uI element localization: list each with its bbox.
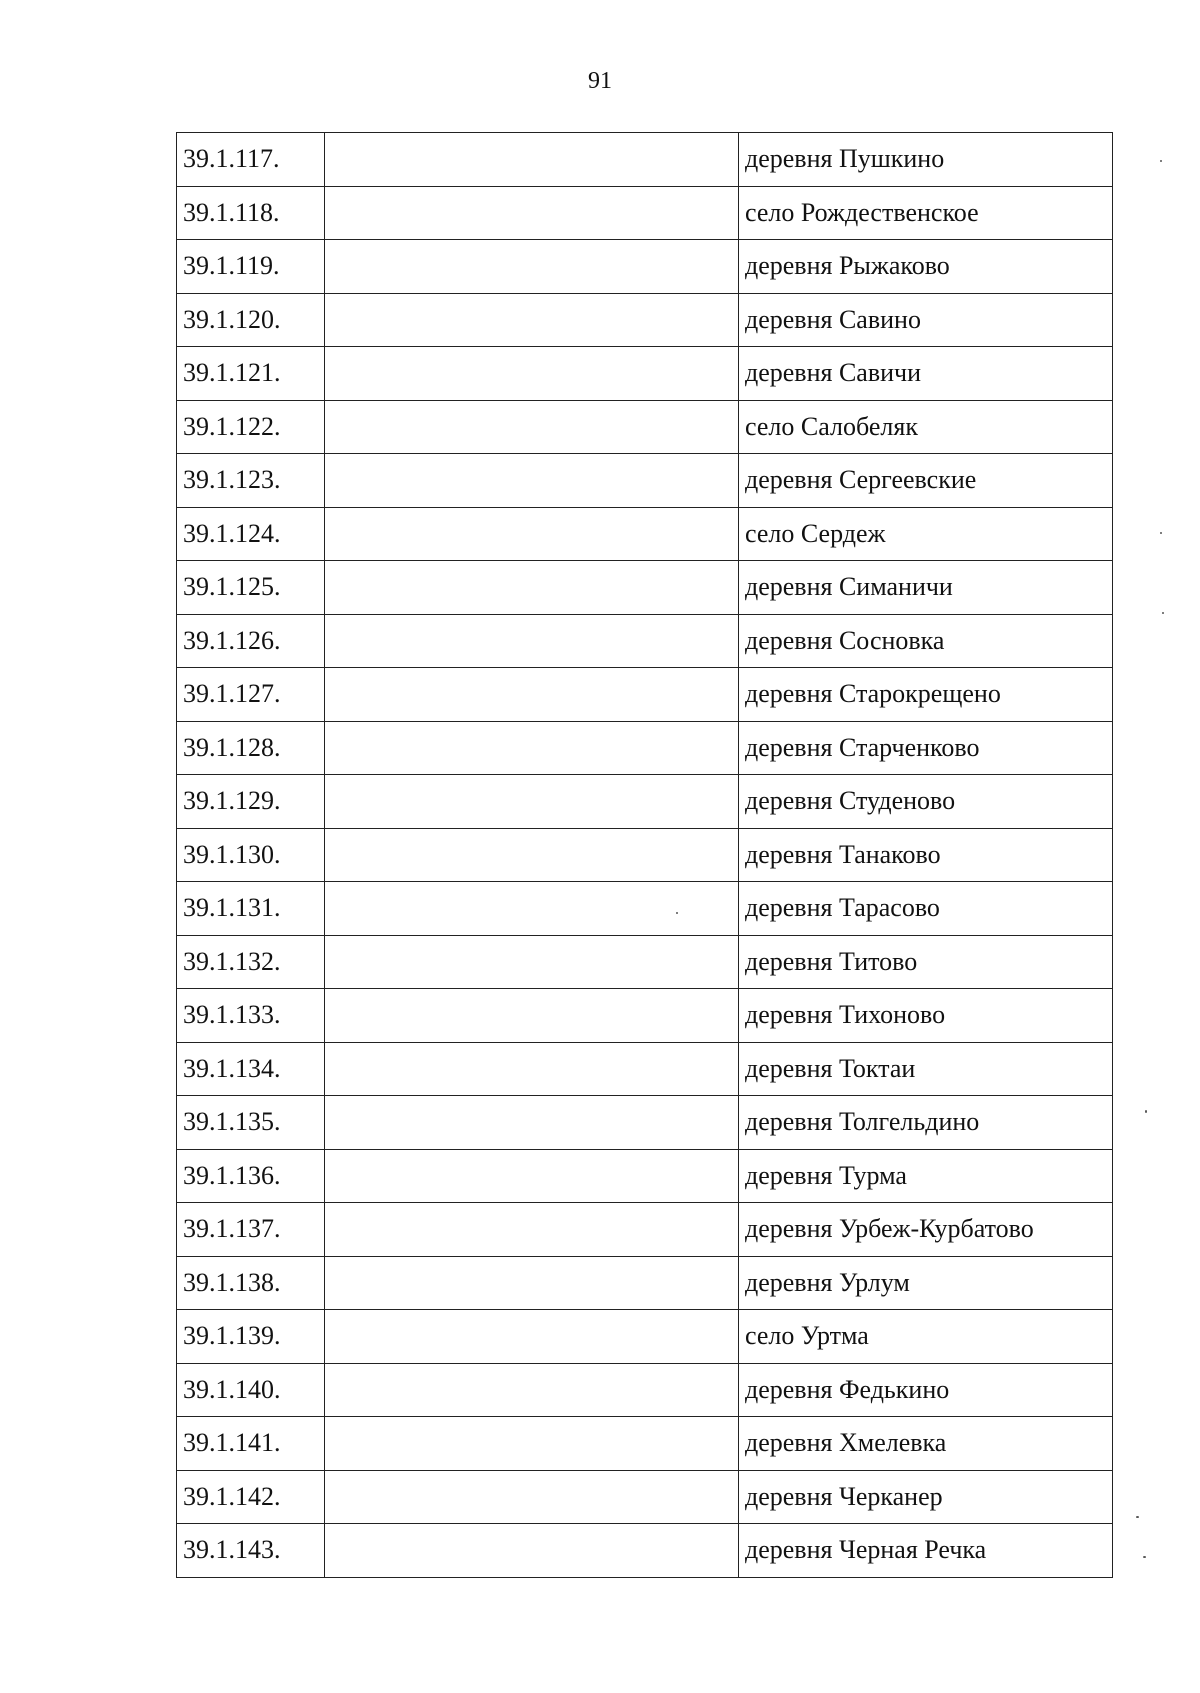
- table-row: [177, 1096, 1113, 1150]
- scan-speck: [1136, 1516, 1139, 1518]
- table-row: [177, 1149, 1113, 1203]
- row-code: 39.1.142.: [177, 1470, 325, 1524]
- row-empty-cell: [325, 186, 739, 240]
- table-row: [177, 935, 1113, 989]
- row-empty-cell: [325, 1203, 739, 1257]
- row-code: 39.1.127.: [177, 668, 325, 722]
- row-empty-cell: [325, 347, 739, 401]
- row-empty-cell: [325, 561, 739, 615]
- table-row: [177, 828, 1113, 882]
- table-row: [177, 775, 1113, 829]
- row-empty-cell: [325, 721, 739, 775]
- row-settlement-name: деревня Урбеж-Курбатово: [739, 1203, 1113, 1257]
- row-empty-cell: [325, 133, 739, 187]
- row-code: 39.1.130.: [177, 828, 325, 882]
- row-empty-cell: [325, 1149, 739, 1203]
- row-empty-cell: [325, 1524, 739, 1578]
- row-settlement-name: деревня Тихоново: [739, 989, 1113, 1043]
- table-row: [177, 1042, 1113, 1096]
- row-settlement-name: деревня Тарасово: [739, 882, 1113, 936]
- table-row: [177, 1203, 1113, 1257]
- settlement-table-body: [177, 133, 1113, 1578]
- row-empty-cell: [325, 1363, 739, 1417]
- row-settlement-name: деревня Сергеевские: [739, 454, 1113, 508]
- row-empty-cell: [325, 828, 739, 882]
- row-settlement-name: деревня Турма: [739, 1149, 1113, 1203]
- row-settlement-name: деревня Студеново: [739, 775, 1113, 829]
- row-empty-cell: [325, 614, 739, 668]
- row-empty-cell: [325, 240, 739, 294]
- row-code: 39.1.135.: [177, 1096, 325, 1150]
- row-code: 39.1.125.: [177, 561, 325, 615]
- row-code: 39.1.124.: [177, 507, 325, 561]
- row-code: 39.1.121.: [177, 347, 325, 401]
- row-settlement-name: деревня Толгельдино: [739, 1096, 1113, 1150]
- row-settlement-name: деревня Рыжаково: [739, 240, 1113, 294]
- row-empty-cell: [325, 935, 739, 989]
- table-row: [177, 614, 1113, 668]
- row-settlement-name: деревня Токтаи: [739, 1042, 1113, 1096]
- row-code: 39.1.119.: [177, 240, 325, 294]
- table-row: [177, 293, 1113, 347]
- scan-speck: [1143, 1556, 1146, 1558]
- row-settlement-name: село Рождественское: [739, 186, 1113, 240]
- row-code: 39.1.139.: [177, 1310, 325, 1364]
- row-empty-cell: [325, 1042, 739, 1096]
- row-empty-cell: [325, 1096, 739, 1150]
- row-settlement-name: деревня Хмелевка: [739, 1417, 1113, 1471]
- scan-speck: [1160, 532, 1162, 534]
- table-row: [177, 882, 1113, 936]
- table-row: [177, 561, 1113, 615]
- row-code: 39.1.123.: [177, 454, 325, 508]
- row-settlement-name: деревня Урлум: [739, 1256, 1113, 1310]
- row-settlement-name: деревня Черканер: [739, 1470, 1113, 1524]
- row-empty-cell: [325, 668, 739, 722]
- row-settlement-name: деревня Савино: [739, 293, 1113, 347]
- row-settlement-name: деревня Старокрещено: [739, 668, 1113, 722]
- row-settlement-name: село Сердеж: [739, 507, 1113, 561]
- row-code: 39.1.122.: [177, 400, 325, 454]
- row-code: 39.1.140.: [177, 1363, 325, 1417]
- row-empty-cell: [325, 454, 739, 508]
- scan-speck: [1162, 612, 1164, 614]
- row-settlement-name: деревня Пушкино: [739, 133, 1113, 187]
- row-code: 39.1.132.: [177, 935, 325, 989]
- row-code: 39.1.117.: [177, 133, 325, 187]
- table-row: [177, 1256, 1113, 1310]
- table-row: [177, 1470, 1113, 1524]
- row-empty-cell: [325, 1470, 739, 1524]
- row-empty-cell: [325, 1417, 739, 1471]
- table-row: [177, 721, 1113, 775]
- table-row: [177, 507, 1113, 561]
- row-settlement-name: деревня Федькино: [739, 1363, 1113, 1417]
- row-code: 39.1.129.: [177, 775, 325, 829]
- table-row: [177, 133, 1113, 187]
- row-code: 39.1.131.: [177, 882, 325, 936]
- scan-speck: [676, 912, 678, 914]
- table-row: [177, 1524, 1113, 1578]
- row-code: 39.1.128.: [177, 721, 325, 775]
- row-code: 39.1.136.: [177, 1149, 325, 1203]
- scan-speck: [1160, 160, 1162, 162]
- row-code: 39.1.126.: [177, 614, 325, 668]
- row-empty-cell: [325, 1256, 739, 1310]
- row-code: 39.1.137.: [177, 1203, 325, 1257]
- row-settlement-name: деревня Сосновка: [739, 614, 1113, 668]
- scan-speck: [1145, 1110, 1147, 1113]
- row-empty-cell: [325, 507, 739, 561]
- row-code: 39.1.138.: [177, 1256, 325, 1310]
- settlement-table: [176, 132, 1113, 1578]
- row-empty-cell: [325, 293, 739, 347]
- table-row: [177, 668, 1113, 722]
- table-row: [177, 454, 1113, 508]
- table-row: [177, 989, 1113, 1043]
- row-code: 39.1.134.: [177, 1042, 325, 1096]
- table-row: [177, 1310, 1113, 1364]
- row-code: 39.1.133.: [177, 989, 325, 1043]
- table-row: [177, 240, 1113, 294]
- row-settlement-name: деревня Старченково: [739, 721, 1113, 775]
- row-empty-cell: [325, 1310, 739, 1364]
- row-settlement-name: деревня Танаково: [739, 828, 1113, 882]
- row-settlement-name: деревня Савичи: [739, 347, 1113, 401]
- row-settlement-name: деревня Черная Речка: [739, 1524, 1113, 1578]
- table-row: [177, 186, 1113, 240]
- table-row: [177, 1417, 1113, 1471]
- row-empty-cell: [325, 989, 739, 1043]
- row-settlement-name: село Салобеляк: [739, 400, 1113, 454]
- table-row: [177, 400, 1113, 454]
- row-code: 39.1.141.: [177, 1417, 325, 1471]
- row-settlement-name: село Уртма: [739, 1310, 1113, 1364]
- table-row: [177, 347, 1113, 401]
- table-row: [177, 1363, 1113, 1417]
- row-empty-cell: [325, 882, 739, 936]
- row-code: 39.1.118.: [177, 186, 325, 240]
- page-number: 91: [588, 68, 612, 94]
- row-settlement-name: деревня Титово: [739, 935, 1113, 989]
- row-code: 39.1.120.: [177, 293, 325, 347]
- row-empty-cell: [325, 400, 739, 454]
- row-settlement-name: деревня Симаничи: [739, 561, 1113, 615]
- row-code: 39.1.143.: [177, 1524, 325, 1578]
- row-empty-cell: [325, 775, 739, 829]
